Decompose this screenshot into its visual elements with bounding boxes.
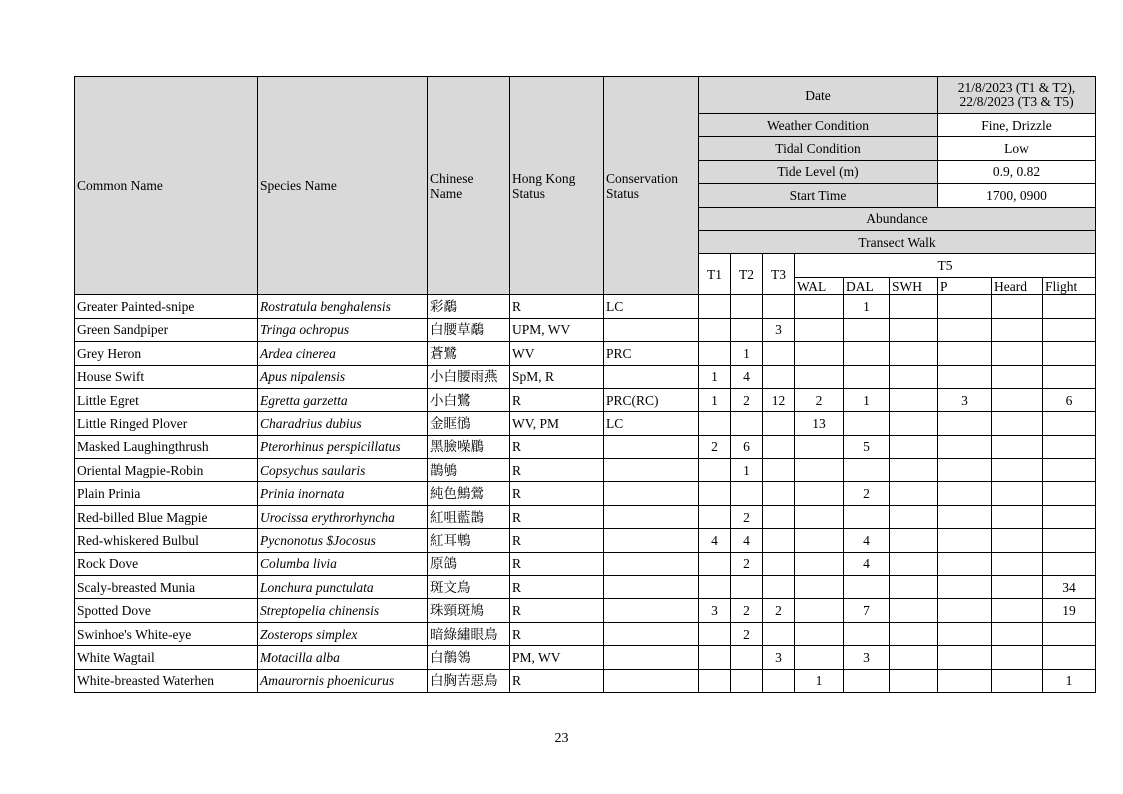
header-t2: T2 (731, 254, 763, 295)
t5-flight-count-cell (1043, 459, 1096, 482)
species-name-cell: Ardea cinerea (258, 342, 428, 365)
t5-wal-count-cell (795, 435, 844, 458)
t1-count-cell (699, 576, 731, 599)
t5-dal-count-cell: 2 (844, 482, 890, 505)
t2-count-cell (731, 412, 763, 435)
chinese-name-cell: 黑臉噪鶥 (428, 435, 510, 458)
t3-count-cell (763, 412, 795, 435)
table-row (75, 295, 1096, 318)
hk-status-cell: R (510, 576, 604, 599)
table-row (75, 599, 1096, 622)
chinese-name-cell: 金眶鴴 (428, 412, 510, 435)
t5-flight-count-cell (1043, 412, 1096, 435)
t3-count-cell (763, 435, 795, 458)
header-t5: T5 (795, 254, 1096, 278)
common-name-cell: Swinhoe's White-eye (75, 622, 258, 645)
t5-heard-count-cell (992, 529, 1043, 552)
hk-status-cell: R (510, 295, 604, 318)
header-t5-flight: Flight (1043, 278, 1096, 295)
t5-swh-count-cell (890, 622, 938, 645)
t2-count-cell (731, 669, 763, 692)
t5-flight-count-cell: 34 (1043, 576, 1096, 599)
hk-status-cell: PM, WV (510, 646, 604, 669)
t5-swh-count-cell (890, 505, 938, 528)
header-transect-walk: Transect Walk (699, 230, 1096, 253)
t5-wal-count-cell (795, 646, 844, 669)
conservation-status-cell (604, 435, 699, 458)
header-t5-dal: DAL (844, 278, 890, 295)
species-name-cell: Apus nipalensis (258, 365, 428, 388)
t2-count-cell: 4 (731, 529, 763, 552)
chinese-name-cell: 彩鷸 (428, 295, 510, 318)
t2-count-cell: 4 (731, 365, 763, 388)
chinese-name-cell: 白胸苦惡鳥 (428, 669, 510, 692)
header-tidal-label: Tidal Condition (699, 137, 938, 160)
conservation-status-cell (604, 576, 699, 599)
hk-status-cell: R (510, 482, 604, 505)
table-row (75, 669, 1096, 692)
common-name-cell: Little Egret (75, 388, 258, 411)
t5-flight-count-cell (1043, 342, 1096, 365)
t5-dal-count-cell (844, 505, 890, 528)
header-t1: T1 (699, 254, 731, 295)
t5-heard-count-cell (992, 622, 1043, 645)
t5-dal-count-cell (844, 342, 890, 365)
species-name-cell: Rostratula benghalensis (258, 295, 428, 318)
t5-flight-count-cell (1043, 552, 1096, 575)
t5-wal-count-cell (795, 482, 844, 505)
t5-swh-count-cell (890, 435, 938, 458)
table-row (75, 388, 1096, 411)
hk-status-cell: R (510, 435, 604, 458)
common-name-cell: Rock Dove (75, 552, 258, 575)
t5-dal-count-cell: 1 (844, 388, 890, 411)
header-abundance: Abundance (699, 207, 1096, 230)
header-date-label: Date (699, 77, 938, 114)
species-name-cell: Zosterops simplex (258, 622, 428, 645)
t5-wal-count-cell: 1 (795, 669, 844, 692)
t5-dal-count-cell (844, 576, 890, 599)
common-name-cell: House Swift (75, 365, 258, 388)
species-name-cell: Amaurornis phoenicurus (258, 669, 428, 692)
chinese-name-cell: 白鶺鴒 (428, 646, 510, 669)
t2-count-cell (731, 482, 763, 505)
t5-wal-count-cell (795, 552, 844, 575)
common-name-cell: Oriental Magpie-Robin (75, 459, 258, 482)
header-weather-label: Weather Condition (699, 114, 938, 137)
t2-count-cell: 2 (731, 388, 763, 411)
chinese-name-cell: 紅耳鵯 (428, 529, 510, 552)
t5-heard-count-cell (992, 459, 1043, 482)
header-tidal-value: Low (938, 137, 1096, 160)
t5-p-count-cell (938, 412, 992, 435)
hk-status-cell: R (510, 552, 604, 575)
t5-p-count-cell (938, 646, 992, 669)
t5-swh-count-cell (890, 646, 938, 669)
t5-heard-count-cell (992, 646, 1043, 669)
conservation-status-cell (604, 529, 699, 552)
header-start-time-value: 1700, 0900 (938, 184, 1096, 207)
t5-swh-count-cell (890, 459, 938, 482)
common-name-cell: Spotted Dove (75, 599, 258, 622)
t2-count-cell (731, 646, 763, 669)
t1-count-cell (699, 552, 731, 575)
t5-dal-count-cell: 7 (844, 599, 890, 622)
table-row (75, 342, 1096, 365)
t3-count-cell (763, 482, 795, 505)
t1-count-cell (699, 318, 731, 341)
header-t5-p: P (938, 278, 992, 295)
common-name-cell: White-breasted Waterhen (75, 669, 258, 692)
t5-wal-count-cell (795, 505, 844, 528)
header-start-time-label: Start Time (699, 184, 938, 207)
t3-count-cell (763, 622, 795, 645)
t1-count-cell: 1 (699, 388, 731, 411)
t5-swh-count-cell (890, 388, 938, 411)
t2-count-cell (731, 576, 763, 599)
hk-status-cell: SpM, R (510, 365, 604, 388)
t3-count-cell: 2 (763, 599, 795, 622)
t5-flight-count-cell (1043, 622, 1096, 645)
t5-flight-count-cell: 1 (1043, 669, 1096, 692)
t5-p-count-cell (938, 552, 992, 575)
t1-count-cell (699, 505, 731, 528)
t5-flight-count-cell: 19 (1043, 599, 1096, 622)
t5-flight-count-cell (1043, 295, 1096, 318)
t5-p-count-cell (938, 505, 992, 528)
common-name-cell: White Wagtail (75, 646, 258, 669)
conservation-status-cell (604, 552, 699, 575)
t3-count-cell: 3 (763, 318, 795, 341)
t5-swh-count-cell (890, 599, 938, 622)
t1-count-cell (699, 622, 731, 645)
conservation-status-cell (604, 622, 699, 645)
common-name-cell: Red-whiskered Bulbul (75, 529, 258, 552)
t2-count-cell: 1 (731, 459, 763, 482)
t1-count-cell (699, 459, 731, 482)
species-name-cell: Tringa ochropus (258, 318, 428, 341)
table-row (75, 505, 1096, 528)
t5-flight-count-cell (1043, 505, 1096, 528)
t5-wal-count-cell (795, 622, 844, 645)
t1-count-cell (699, 482, 731, 505)
table-row (75, 412, 1096, 435)
species-name-cell: Prinia inornata (258, 482, 428, 505)
conservation-status-cell: PRC(RC) (604, 388, 699, 411)
table-row (75, 622, 1096, 645)
header-t5-heard: Heard (992, 278, 1043, 295)
table-row (75, 318, 1096, 341)
t5-swh-count-cell (890, 365, 938, 388)
t5-dal-count-cell (844, 669, 890, 692)
species-name-cell: Charadrius dubius (258, 412, 428, 435)
t1-count-cell: 4 (699, 529, 731, 552)
t5-dal-count-cell: 3 (844, 646, 890, 669)
species-name-cell: Copsychus saularis (258, 459, 428, 482)
t3-count-cell (763, 505, 795, 528)
t5-swh-count-cell (890, 412, 938, 435)
header-t5-swh: SWH (890, 278, 938, 295)
t5-heard-count-cell (992, 576, 1043, 599)
t5-flight-count-cell (1043, 435, 1096, 458)
t5-wal-count-cell (795, 459, 844, 482)
hk-status-cell: WV (510, 342, 604, 365)
t5-p-count-cell (938, 459, 992, 482)
table-row (75, 459, 1096, 482)
t1-count-cell (699, 342, 731, 365)
t5-swh-count-cell (890, 576, 938, 599)
header-tide-level-value: 0.9, 0.82 (938, 160, 1096, 183)
species-name-cell: Motacilla alba (258, 646, 428, 669)
hk-status-cell: WV, PM (510, 412, 604, 435)
t5-dal-count-cell (844, 365, 890, 388)
species-name-cell: Pycnonotus $Jocosus (258, 529, 428, 552)
t2-count-cell: 2 (731, 552, 763, 575)
t5-heard-count-cell (992, 435, 1043, 458)
conservation-status-cell: PRC (604, 342, 699, 365)
species-name-cell: Lonchura punctulata (258, 576, 428, 599)
hk-status-cell: R (510, 599, 604, 622)
chinese-name-cell: 原鴿 (428, 552, 510, 575)
species-name-cell: Egretta garzetta (258, 388, 428, 411)
t5-p-count-cell (938, 576, 992, 599)
chinese-name-cell: 蒼鷺 (428, 342, 510, 365)
chinese-name-cell: 白腰草鷸 (428, 318, 510, 341)
species-name-cell: Urocissa erythrorhyncha (258, 505, 428, 528)
t2-count-cell: 6 (731, 435, 763, 458)
t1-count-cell: 3 (699, 599, 731, 622)
t5-swh-count-cell (890, 529, 938, 552)
table-row (75, 552, 1096, 575)
t1-count-cell (699, 669, 731, 692)
common-name-cell: Scaly-breasted Munia (75, 576, 258, 599)
t5-swh-count-cell (890, 295, 938, 318)
t5-heard-count-cell (992, 482, 1043, 505)
table-row (75, 529, 1096, 552)
hk-status-cell: R (510, 622, 604, 645)
t5-dal-count-cell (844, 622, 890, 645)
chinese-name-cell: 純色鷦鶯 (428, 482, 510, 505)
t5-dal-count-cell: 4 (844, 529, 890, 552)
common-name-cell: Masked Laughingthrush (75, 435, 258, 458)
t5-p-count-cell (938, 295, 992, 318)
species-name-cell: Streptopelia chinensis (258, 599, 428, 622)
table-row (75, 435, 1096, 458)
t3-count-cell: 3 (763, 646, 795, 669)
t5-flight-count-cell (1043, 646, 1096, 669)
t5-wal-count-cell (795, 318, 844, 341)
survey-body (75, 295, 1096, 693)
hk-status-cell: UPM, WV (510, 318, 604, 341)
species-name-cell: Columba livia (258, 552, 428, 575)
common-name-cell: Green Sandpiper (75, 318, 258, 341)
hk-status-cell: R (510, 669, 604, 692)
header-hk-status: Hong Kong Status (510, 77, 604, 295)
t3-count-cell (763, 342, 795, 365)
t1-count-cell (699, 646, 731, 669)
page-number: 23 (554, 731, 569, 746)
header-t5-wal: WAL (795, 278, 844, 295)
t5-wal-count-cell (795, 529, 844, 552)
t3-count-cell (763, 552, 795, 575)
t3-count-cell (763, 529, 795, 552)
hk-status-cell: R (510, 529, 604, 552)
conservation-status-cell (604, 646, 699, 669)
t5-heard-count-cell (992, 412, 1043, 435)
chinese-name-cell: 斑文鳥 (428, 576, 510, 599)
t5-heard-count-cell (992, 342, 1043, 365)
t5-dal-count-cell (844, 412, 890, 435)
t2-count-cell: 2 (731, 599, 763, 622)
t5-swh-count-cell (890, 482, 938, 505)
hk-status-cell: R (510, 459, 604, 482)
t5-flight-count-cell (1043, 318, 1096, 341)
t5-p-count-cell (938, 599, 992, 622)
t2-count-cell (731, 295, 763, 318)
common-name-cell: Greater Painted-snipe (75, 295, 258, 318)
t5-flight-count-cell (1043, 482, 1096, 505)
t5-wal-count-cell (795, 365, 844, 388)
t5-heard-count-cell (992, 599, 1043, 622)
chinese-name-cell: 小白鷺 (428, 388, 510, 411)
t5-p-count-cell (938, 529, 992, 552)
t2-count-cell (731, 318, 763, 341)
chinese-name-cell: 紅咀藍鵲 (428, 505, 510, 528)
t5-p-count-cell (938, 365, 992, 388)
hk-status-cell: R (510, 505, 604, 528)
conservation-status-cell: LC (604, 295, 699, 318)
conservation-status-cell (604, 482, 699, 505)
t5-heard-count-cell (992, 552, 1043, 575)
chinese-name-cell: 暗綠繡眼鳥 (428, 622, 510, 645)
t5-wal-count-cell (795, 599, 844, 622)
t5-heard-count-cell (992, 388, 1043, 411)
table-row (75, 646, 1096, 669)
t5-wal-count-cell: 2 (795, 388, 844, 411)
t5-p-count-cell (938, 435, 992, 458)
common-name-cell: Little Ringed Plover (75, 412, 258, 435)
species-name-cell: Pterorhinus perspicillatus (258, 435, 428, 458)
t5-p-count-cell (938, 342, 992, 365)
common-name-cell: Grey Heron (75, 342, 258, 365)
t5-flight-count-cell (1043, 365, 1096, 388)
t5-swh-count-cell (890, 669, 938, 692)
t5-wal-count-cell (795, 295, 844, 318)
conservation-status-cell (604, 599, 699, 622)
t5-dal-count-cell: 4 (844, 552, 890, 575)
conservation-status-cell (604, 669, 699, 692)
t5-heard-count-cell (992, 365, 1043, 388)
chinese-name-cell: 小白腰雨燕 (428, 365, 510, 388)
t5-dal-count-cell: 1 (844, 295, 890, 318)
t5-swh-count-cell (890, 318, 938, 341)
t5-p-count-cell: 3 (938, 388, 992, 411)
t5-dal-count-cell (844, 459, 890, 482)
header-conservation-status: Conservation Status (604, 77, 699, 295)
t5-heard-count-cell (992, 669, 1043, 692)
t3-count-cell (763, 365, 795, 388)
t5-wal-count-cell (795, 576, 844, 599)
header-date-value: 21/8/2023 (T1 & T2), 22/8/2023 (T3 & T5) (938, 77, 1096, 114)
t3-count-cell (763, 295, 795, 318)
t5-p-count-cell (938, 622, 992, 645)
header-common-name: Common Name (75, 77, 258, 295)
conservation-status-cell (604, 459, 699, 482)
t5-p-count-cell (938, 482, 992, 505)
chinese-name-cell: 珠頸斑鳩 (428, 599, 510, 622)
table-row (75, 576, 1096, 599)
common-name-cell: Red-billed Blue Magpie (75, 505, 258, 528)
t2-count-cell: 2 (731, 622, 763, 645)
t5-dal-count-cell (844, 318, 890, 341)
table-row (75, 482, 1096, 505)
t2-count-cell: 2 (731, 505, 763, 528)
bird-survey-table (74, 76, 1096, 693)
t5-heard-count-cell (992, 505, 1043, 528)
common-name-cell: Plain Prinia (75, 482, 258, 505)
conservation-status-cell: LC (604, 412, 699, 435)
t5-heard-count-cell (992, 318, 1043, 341)
t5-swh-count-cell (890, 552, 938, 575)
t1-count-cell: 2 (699, 435, 731, 458)
header-species-name: Species Name (258, 77, 428, 295)
t1-count-cell (699, 295, 731, 318)
t5-wal-count-cell: 13 (795, 412, 844, 435)
t1-count-cell: 1 (699, 365, 731, 388)
t5-flight-count-cell: 6 (1043, 388, 1096, 411)
table-row (75, 365, 1096, 388)
t5-p-count-cell (938, 669, 992, 692)
t3-count-cell (763, 669, 795, 692)
t5-heard-count-cell (992, 295, 1043, 318)
conservation-status-cell (604, 318, 699, 341)
chinese-name-cell: 鵲鴝 (428, 459, 510, 482)
header-t3: T3 (763, 254, 795, 295)
t3-count-cell (763, 459, 795, 482)
t5-wal-count-cell (795, 342, 844, 365)
conservation-status-cell (604, 505, 699, 528)
t5-flight-count-cell (1043, 529, 1096, 552)
t1-count-cell (699, 412, 731, 435)
t2-count-cell: 1 (731, 342, 763, 365)
header-weather-value: Fine, Drizzle (938, 114, 1096, 137)
conservation-status-cell (604, 365, 699, 388)
t5-p-count-cell (938, 318, 992, 341)
header-tide-level-label: Tide Level (m) (699, 160, 938, 183)
t5-swh-count-cell (890, 342, 938, 365)
t3-count-cell: 12 (763, 388, 795, 411)
t5-dal-count-cell: 5 (844, 435, 890, 458)
hk-status-cell: R (510, 388, 604, 411)
t3-count-cell (763, 576, 795, 599)
header-chinese-name: Chinese Name (428, 77, 510, 295)
